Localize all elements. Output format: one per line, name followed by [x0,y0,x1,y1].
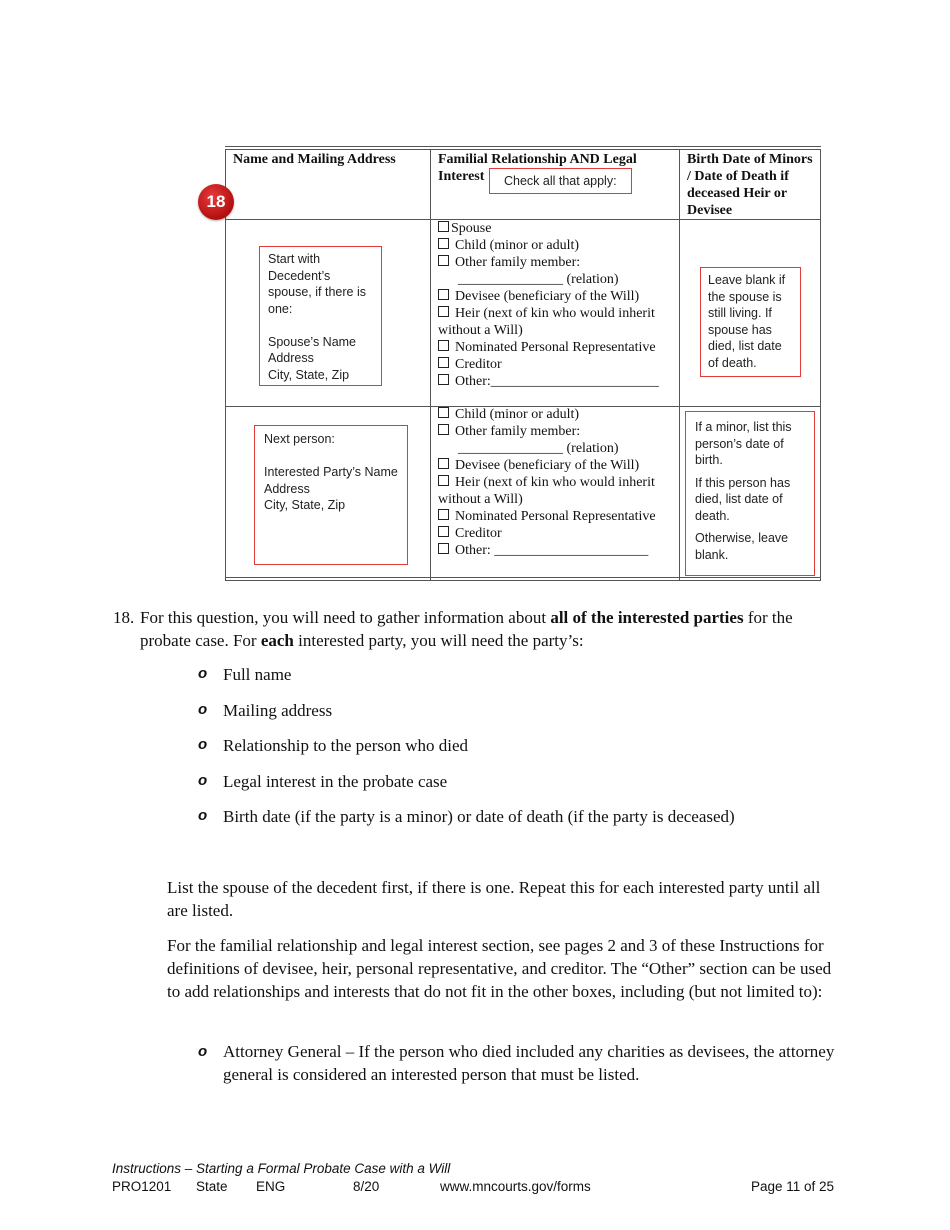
header-familial-relationship: Familial Relationship AND Legal Interest [438,152,637,184]
checkbox-square[interactable] [438,357,449,368]
row1-date-line: the spouse is [708,289,782,304]
checkbox-square[interactable] [438,407,449,418]
checkbox-square[interactable] [438,509,449,520]
row1-name-instructions [259,246,382,386]
row1-date-line: spouse has [708,322,772,337]
relation-blank: _______________ (relation) [458,272,619,287]
bullet-mark: o [198,807,208,824]
checkbox-personal-representative[interactable]: Nominated Personal Representative [438,508,678,525]
checkbox-heir[interactable]: Heir (next of kin who would inherit [438,474,678,491]
table-bottom-rule-2 [225,580,821,581]
footer-url[interactable]: www.mncourts.gov/forms [440,1179,591,1194]
bullet-mark: o [198,665,208,682]
row2-name-line: Next person: [264,432,335,446]
checkbox-square[interactable] [438,289,449,300]
row2-date-instructions [685,411,815,576]
checkbox-square[interactable] [438,255,449,266]
checkbox-creditor[interactable]: Creditor [438,356,678,373]
bullet-mailing-address: Mailing address [223,701,333,720]
checkbox-square[interactable] [438,238,449,249]
row1-name-line: Decedent’s [268,268,331,283]
footer-form-number: PRO1201 [112,1179,172,1194]
row1-date-line: died, list date [708,339,782,353]
row2-date-para: Otherwise, leave blank. [695,531,789,562]
bullet-full-name: Full name [223,665,292,684]
table-bottom-rule [225,577,821,578]
row2-date-para: If a minor, list this person’s date of birth. [695,420,792,467]
header-birth-death-date: Birth Date of Minors / Date of Death if deceased Heir or Devisee [687,152,813,218]
row2-name-line: Interested Party’s Name [264,465,398,479]
checkbox-heir[interactable]: Heir (next of kin who would inherit [438,305,678,322]
row1-checkbox-list [438,220,678,390]
item-number: 18. [113,608,135,627]
row1-name-line: Spouse’s Name [268,334,357,349]
row1-date-instructions [700,267,801,377]
bullet-attorney-general: Attorney General – If the person who died included any charities as devisees, the attorney general is considered an interested person that must be listed. [223,1042,835,1084]
row1-name-line: Address [268,351,314,365]
definitions-paragraph: For the familial relationship and legal interest section, see pages 2 and 3 of these Instructions for definitions of devisee, heir, personal representative, and creditor. The “Other” section can be used to add relationships and interests that do not fit in the other boxes, including (but not limited to): [167,936,832,1001]
checkbox-square[interactable] [438,340,449,351]
checkbox-square[interactable] [438,458,449,469]
bullet-relationship: Relationship to the person who died [223,736,469,755]
spouse-first-paragraph: List the spouse of the decedent first, if there is one. Repeat this for each interested party until all are listed. [167,878,821,920]
bullet-mark: o [198,1043,208,1060]
row1-date-line: of death. [708,355,757,370]
footer-date: 8/20 [353,1179,380,1194]
checkbox-creditor[interactable]: Creditor [438,525,678,542]
row2-date-para: If this person has died, list date of death. [695,475,791,523]
checkbox-other[interactable]: Other: ______________________ [438,542,678,559]
bullet-mark: o [198,736,208,753]
checkbox-square[interactable] [438,475,449,486]
row1-date-line: Leave blank if [708,273,786,287]
table-col-rule-1 [430,149,431,580]
row1-name-spacer [268,317,381,334]
item18-intro: For this question, you will need to gather information about all of the interested parties for the probate case. For each interested party, you will need the party’s: [140,608,793,650]
table-top-rule-2 [225,149,821,150]
checkbox-devisee[interactable]: Devisee (beneficiary of the Will) [438,457,678,474]
checkbox-square[interactable] [438,424,449,435]
row2-name-line: City, State, Zip [264,498,346,512]
footer-state: State [196,1179,228,1194]
table-right-rule [820,149,821,580]
checkbox-personal-representative[interactable]: Nominated Personal Representative [438,339,678,356]
bullet-mark: o [198,772,208,789]
row1-name-line: spouse, if there is [268,285,366,299]
checkbox-other-family[interactable]: Other family member: [438,254,678,271]
footer-title: Instructions – Starting a Formal Probate Case with a Will [112,1161,451,1176]
row1-name-line: one: [268,301,293,316]
row2-name-spacer [264,448,407,465]
row2-name-line: Address [264,481,310,496]
bullet-legal-interest: Legal interest in the probate case [223,772,448,791]
checkbox-other-family[interactable]: Other family member: [438,423,678,440]
checkbox-square[interactable] [438,543,449,554]
row2-checkbox-list [438,406,678,559]
bullet-birth-death-date: Birth date (if the party is a minor) or date of death (if the party is deceased) [223,807,735,826]
footer-page-number: Page 11 of 25 [751,1179,835,1194]
checkbox-square[interactable] [438,374,449,385]
checkbox-square[interactable] [438,221,449,232]
checkbox-child[interactable]: Child (minor or adult) [438,237,678,254]
step-number-badge: 18 [198,184,234,220]
checkbox-other[interactable]: Other:________________________ [438,373,678,390]
checkbox-square[interactable] [438,526,449,537]
table-top-rule [225,146,821,147]
heir-continuation: without a Will) [438,323,523,338]
checkbox-square[interactable] [438,306,449,317]
row1-name-line: City, State, Zip [268,367,350,382]
bullet-mark: o [198,701,208,718]
checkbox-devisee[interactable]: Devisee (beneficiary of the Will) [438,288,678,305]
footer-language: ENG [256,1179,286,1194]
row2-name-instructions [254,425,408,565]
heir-continuation: without a Will) [438,492,523,507]
checkbox-spouse[interactable]: Spouse [438,220,678,237]
header-name-address: Name and Mailing Address [233,152,396,167]
checkbox-child[interactable]: Child (minor or adult) [438,406,678,423]
relation-blank: _______________ (relation) [458,441,619,456]
row1-name-line: Start with [268,252,321,266]
row1-date-line: still living. If [708,306,772,320]
check-all-note: Check all that apply: [489,168,632,194]
table-col-rule-2 [679,149,680,580]
